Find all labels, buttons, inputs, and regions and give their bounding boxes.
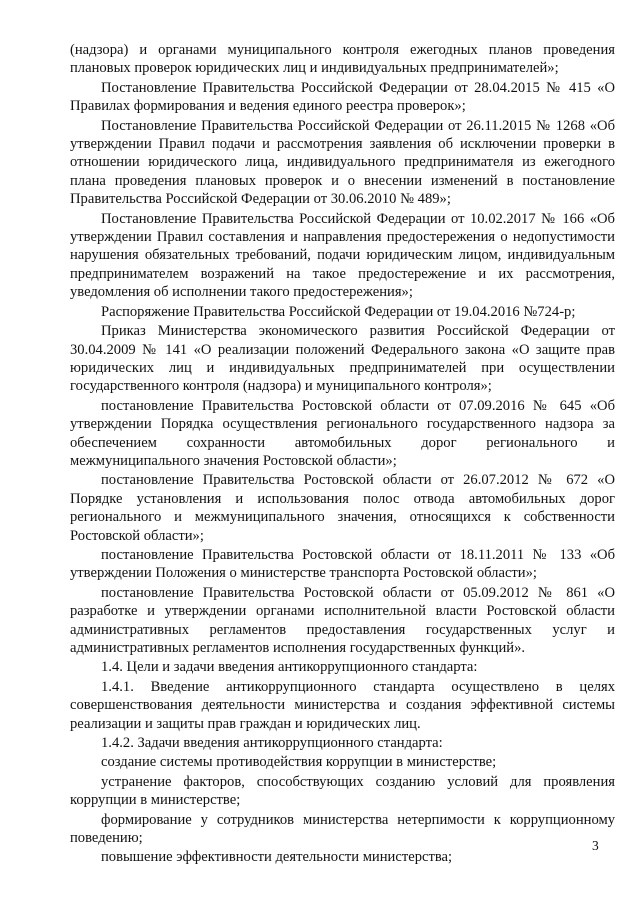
paragraph-continuation: (надзора) и органами муниципального контроля ежегодных планов проведения плановых проверок юридических лиц и индивидуальных предпринимателей»;	[70, 42, 615, 77]
paragraph-rostov-672: постановление Правительства Ростовской области от 26.07.2012 № 672 «О Порядке установления и использования полос отвода автомобильных дорог регионального и межмуниципального значения, относящихся к собственности Ростовской области»;	[70, 472, 615, 544]
paragraph-order-141: Приказ Министерства экономического развития Российской Федерации от 30.04.2009 № 141 «О реализации положений Федерального закона «О защите прав юридических лиц и индивидуальных предпринимателей при осуществлении государственного контроля (надзора) и муниципального контроля»;	[70, 323, 615, 395]
list-item-task-3: формирование у сотрудников министерства нетерпимости к коррупционному поведению;	[70, 811, 615, 847]
paragraph-rostov-861: постановление Правительства Ростовской области от 05.09.2012 № 861 «О разработке и утверждении органами исполнительной власти Ростовской области административных регламентов предоставления государственных услуг и административных регламентов исполнения государственных функций».	[70, 584, 615, 656]
paragraph-decree-1268: Постановление Правительства Российской Федерации от 26.11.2015 № 1268 «Об утверждении Правил подачи и рассмотрения заявления об исключении проверки в отношении юридического лица, индивидуального предпринимателя из ежегодного плана проведения плановых проверок и о внесении изменений в постановление Правительства Российской Федерации от 30.06.2010 № 489»;	[70, 117, 615, 208]
list-item-task-4: повышение эффективности деятельности министерства;	[101, 849, 453, 866]
page-number: 3	[592, 838, 599, 853]
list-item-task-1: создание системы противодействия коррупции в министерстве;	[101, 754, 497, 771]
list-item-task-2: устранение факторов, способствующих созданию условий для проявления коррупции в министерстве;	[70, 773, 615, 809]
paragraph-rostov-133: постановление Правительства Ростовской области от 18.11.2011 № 133 «Об утверждении Положения о министерстве транспорта Ростовской области»;	[70, 546, 615, 582]
paragraph-order-724r: Распоряжение Правительства Российской Федерации от 19.04.2016 №724-р;	[101, 303, 576, 320]
paragraph-1-4-2: 1.4.2. Задачи введения антикоррупционного стандарта:	[101, 735, 443, 752]
paragraph-decree-166: Постановление Правительства Российской Федерации от 10.02.2017 № 166 «Об утверждении Правил составления и направления предостережения о недопустимости нарушения обязательных требований, подачи юридическим лицом, индивидуальным предпринимателем возражений на такое предостережение и их рассмотрения, уведомления об исполнении такого предостережения»;	[70, 210, 615, 301]
document-body	[70, 41, 615, 867]
paragraph-1-4-1: 1.4.1. Введение антикоррупционного стандарта осуществлено в целях совершенствования деятельности министерства и создания эффективной системы реализации и защиты прав граждан и юридических лиц.	[70, 678, 615, 732]
paragraph-rostov-645: постановление Правительства Ростовской области от 07.09.2016 № 645 «Об утверждении Порядка осуществления регионального государственного надзора за обеспечением сохранности автомобильных дорог регионального и межмуниципального значения Ростовской области»;	[70, 397, 615, 469]
paragraph-decree-415: Постановление Правительства Российской Федерации от 28.04.2015 № 415 «О Правилах формирования и ведения единого реестра проверок»;	[70, 79, 615, 115]
section-heading-1-4: 1.4. Цели и задачи введения антикоррупционного стандарта:	[101, 659, 478, 676]
